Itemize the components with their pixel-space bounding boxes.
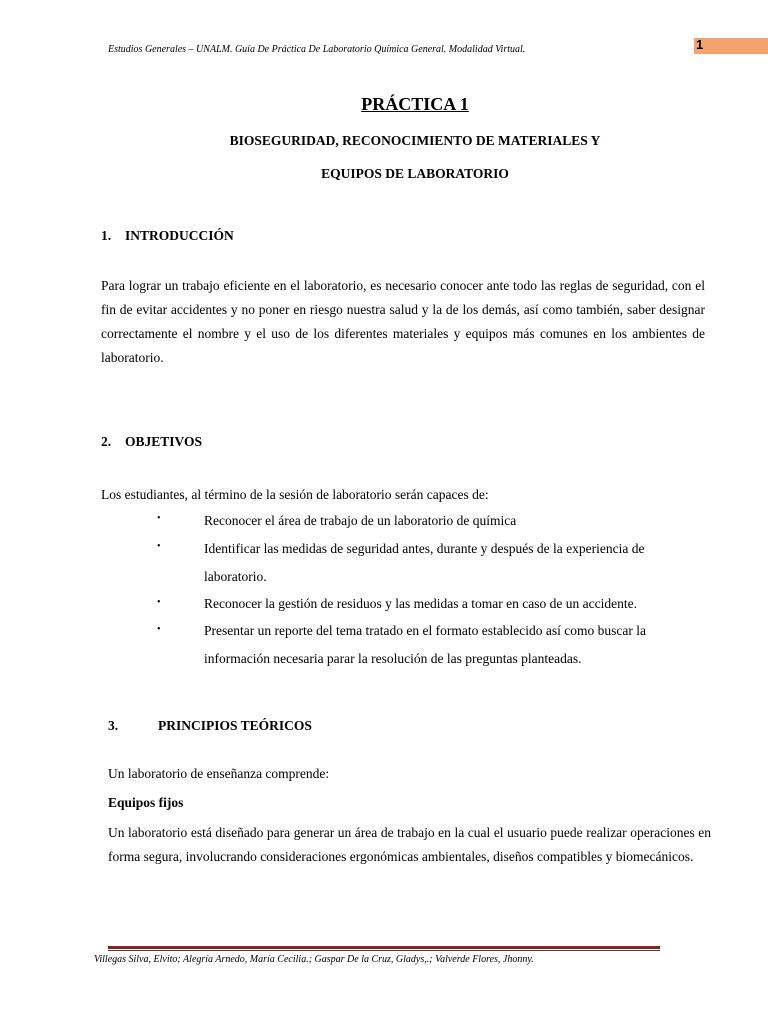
bullet-icon: • [157, 513, 161, 524]
bullet-icon: • [157, 597, 161, 608]
page-number: 1 [696, 37, 704, 52]
section-2-heading: OBJETIVOS [125, 434, 203, 449]
page-title: PRÁCTICA 1 [361, 94, 469, 114]
footer-rule-thin [108, 950, 660, 951]
intro-paragraph: Para lograr un trabajo eficiente en el laboratorio, es necesario conocer ante todo las reglas de seguridad, con el fin de evitar accidentes y no poner en riesgo nuestra salud y la de los demás, así como también, saber designar correctamente el nombre y el uso de los diferentes materiales y equipos más comunes en los ambientes de laboratorio. [101, 278, 705, 365]
section-3-heading: PRINCIPIOS TEÓRICOS [158, 718, 312, 733]
objective-item: Identificar las medidas de seguridad antes, durante y después de la experiencia de laboratorio. [204, 541, 645, 584]
objetivos-lead: Los estudiantes, al término de la sesión de laboratorio serán capaces de: [101, 487, 489, 502]
footer-authors: Villegas Silva, Elvito; Alegría Arnedo, María Cecilia.; Gaspar De la Cruz, Gladys,.; Valverde Flores, Jhonny. [94, 954, 534, 965]
bullet-icon: • [157, 624, 161, 635]
section-2-number: 2. [101, 434, 112, 449]
section-3-number: 3. [108, 718, 119, 733]
objective-item: Reconocer el área de trabajo de un laboratorio de química [204, 513, 517, 528]
running-header: Estudios Generales – UNALM. Guía De Práctica De Laboratorio Química General. Modalidad Virtual. [108, 44, 526, 55]
section-1-number: 1. [101, 228, 112, 243]
subtitle-line-2: EQUIPOS DE LABORATORIO [321, 166, 509, 181]
principios-paragraph: Un laboratorio está diseñado para generar un área de trabajo en la cual el usuario puede realizar operaciones en forma segura, involucrando consideraciones ergonómicas ambientales, diseños compatibles y biomecánicos. [108, 825, 711, 864]
footer-rule [108, 946, 660, 949]
subtitle-line-1: BIOSEGURIDAD, RECONOCIMIENTO DE MATERIALES Y [229, 133, 601, 148]
objective-item: Reconocer la gestión de residuos y las medidas a tomar en caso de un accidente. [204, 596, 637, 611]
bullet-icon: • [157, 541, 161, 552]
principios-lead: Un laboratorio de enseñanza comprende: [108, 766, 330, 781]
equipos-fijos-subheading: Equipos fijos [108, 795, 184, 810]
section-1-heading: INTRODUCCIÓN [125, 228, 234, 243]
objective-item: Presentar un reporte del tema tratado en el formato establecido así como buscar la información necesaria parar la resolución de las preguntas planteadas. [204, 623, 646, 666]
page-number-box [694, 38, 768, 54]
